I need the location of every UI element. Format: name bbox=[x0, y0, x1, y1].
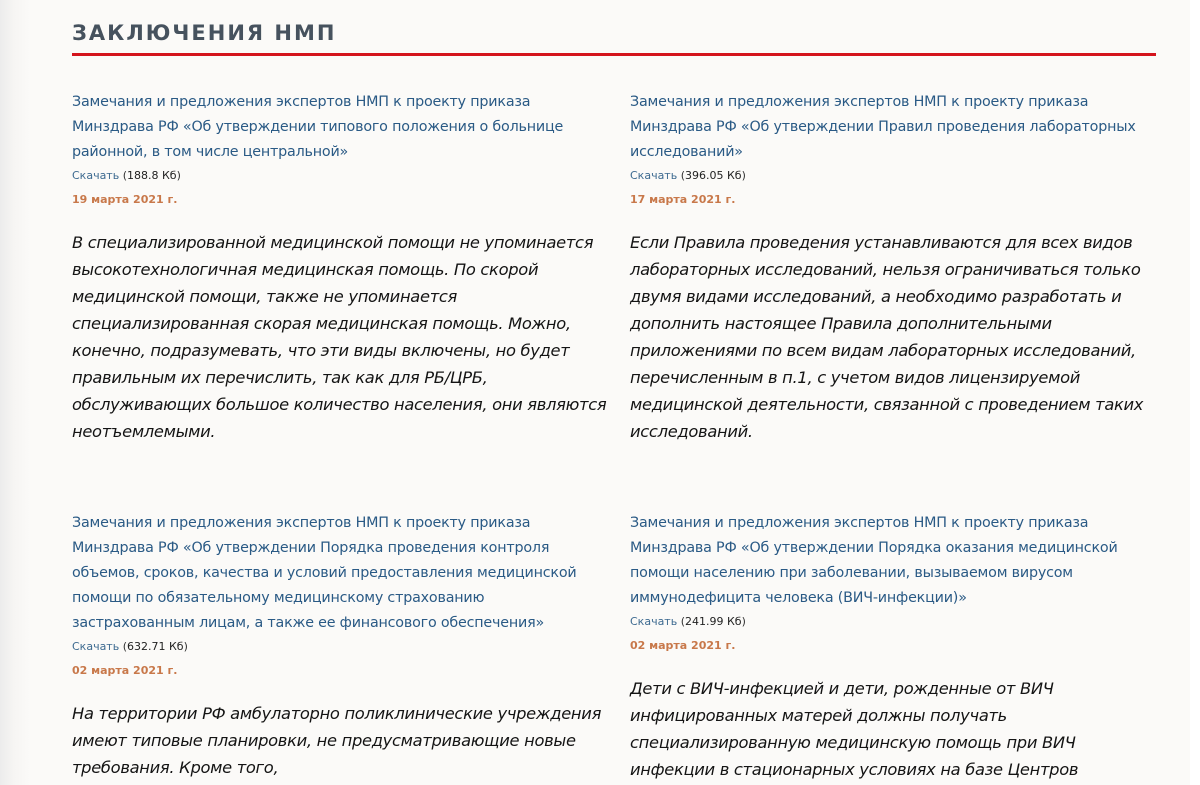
conclusion-quote: В специализированной медицинской помощи не упоминается высокотехнологичная медицинская помощь. По скорой медицинской помощи, также не упоминается специализированная скорая медицинская помощь. Можно, конечно, подразумевать, что эти виды включены, но будет правильным их перечислить, так как для РБ/ЦРБ, обслуживающих большое количество населения, они являются неотъемлемыми. bbox=[72, 233, 607, 441]
download-row: Скачать (188.8 Кб) bbox=[72, 169, 181, 182]
conclusion-title-link[interactable]: Замечания и предложения экспертов НМП к проекту приказа Минздрава РФ «Об утверждении типового положения о больнице районной, в том числе центральной» bbox=[72, 94, 564, 160]
publish-date: 17 марта 2021 г. bbox=[630, 193, 736, 206]
download-link[interactable]: Скачать bbox=[72, 640, 120, 653]
download-row: Скачать (396.05 Кб) bbox=[630, 169, 746, 182]
file-size: 188.8 Кб bbox=[127, 169, 177, 182]
conclusion-card bbox=[630, 511, 1165, 783]
download-link[interactable]: Скачать bbox=[630, 615, 678, 628]
publish-date: 19 марта 2021 г. bbox=[72, 193, 178, 206]
file-size: 241.99 Кб bbox=[685, 615, 742, 628]
conclusion-title-link[interactable]: Замечания и предложения экспертов НМП к проекту приказа Минздрава РФ «Об утверждении Порядка проведения контроля объемов, сроков, качества и условий предоставления медицинской помощи по обязательному медицинскому страхованию застрахованным лицам, а также ее финансового обеспечения» bbox=[72, 515, 577, 631]
file-size: 396.05 Кб bbox=[685, 169, 742, 182]
section-header bbox=[72, 18, 1156, 56]
conclusion-card bbox=[72, 511, 607, 781]
section-title: ЗАКЛЮЧЕНИЯ НМП bbox=[72, 21, 337, 45]
download-row: Скачать (632.71 Кб) bbox=[72, 640, 188, 653]
conclusion-quote: Если Правила проведения устанавливаются для всех видов лабораторных исследований, нельзя ограничиваться только двумя видами исследований, а необходимо разработать и дополнить настоящее Правила дополнительными приложениями по всем видам лабораторных исследований, перечисленным в п.1, с учетом видов лицензируемой медицинской деятельности, связанной с проведением таких исследований. bbox=[630, 233, 1144, 441]
download-link[interactable]: Скачать bbox=[630, 169, 678, 182]
conclusion-card bbox=[630, 90, 1165, 445]
download-row: Скачать (241.99 Кб) bbox=[630, 615, 746, 628]
conclusion-quote: На территории РФ амбулаторно поликлинические учреждения имеют типовые планировки, не предусматривающие новые требования. Кроме того, bbox=[72, 704, 602, 777]
publish-date: 02 марта 2021 г. bbox=[630, 639, 736, 652]
conclusion-quote: Дети с ВИЧ-инфекцией и дети, рожденные от ВИЧ инфицированных матерей должны получать специализированную медицинскую помощь при ВИЧ инфекции в стационарных условиях на базе Центров bbox=[630, 679, 1079, 779]
conclusion-card bbox=[72, 90, 607, 445]
publish-date: 02 марта 2021 г. bbox=[72, 664, 178, 677]
file-size: 632.71 Кб bbox=[127, 640, 184, 653]
conclusion-title-link[interactable]: Замечания и предложения экспертов НМП к проекту приказа Минздрава РФ «Об утверждении Правил проведения лабораторных исследований» bbox=[630, 94, 1136, 160]
conclusion-title-link[interactable]: Замечания и предложения экспертов НМП к проекту приказа Минздрава РФ «Об утверждении Порядка оказания медицинской помощи населению при заболевании, вызываемом вирусом иммунодефицита человека (ВИЧ-инфекции)» bbox=[630, 515, 1118, 606]
download-link[interactable]: Скачать bbox=[72, 169, 120, 182]
